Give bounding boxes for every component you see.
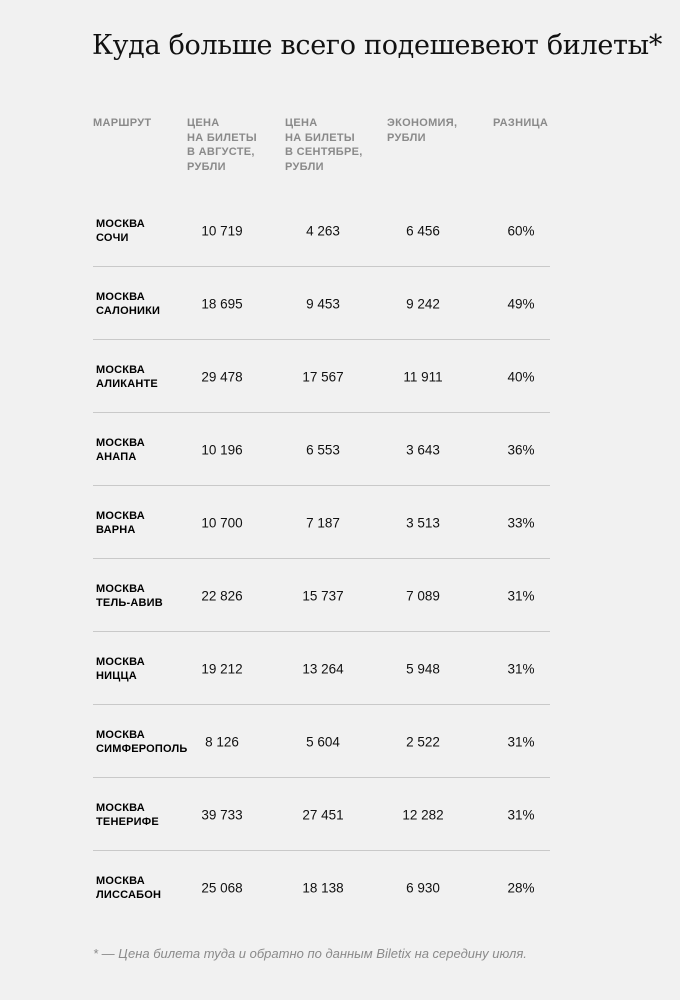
- cell-price-august: 10 196: [201, 442, 243, 457]
- cell-difference: 28%: [507, 880, 535, 895]
- route-cell: [96, 363, 158, 391]
- route-cell: [96, 217, 145, 245]
- cell-saving: 11 911: [403, 369, 443, 384]
- cell-saving: 9 242: [406, 296, 440, 311]
- table-row: [93, 559, 550, 632]
- route-origin: МОСКВА: [96, 728, 145, 741]
- table-row: [93, 194, 550, 267]
- route-origin: МОСКВА: [96, 874, 145, 887]
- table-row: [93, 267, 550, 340]
- cell-price-september: 15 737: [302, 588, 344, 603]
- cell-price-august: 22 826: [201, 588, 243, 603]
- route-destination: САЛОНИКИ: [96, 304, 161, 317]
- table-row: [93, 340, 550, 413]
- route-destination: АЛИКАНТЕ: [96, 377, 158, 390]
- cell-price-september: 6 553: [306, 442, 340, 457]
- route-destination: ЛИССАБОН: [96, 888, 162, 901]
- cell-difference: 60%: [507, 223, 535, 238]
- cell-saving: 6 456: [406, 223, 440, 238]
- route-cell: [96, 509, 145, 537]
- cell-price-august: 29 478: [201, 369, 243, 384]
- cell-saving: 12 282: [402, 807, 444, 822]
- cell-price-august: 10 719: [201, 223, 243, 238]
- route-destination: СОЧИ: [96, 231, 129, 244]
- route-origin: МОСКВА: [96, 509, 145, 522]
- cell-saving: 6 930: [406, 880, 440, 895]
- route-destination: НИЦЦА: [96, 669, 137, 682]
- column-header-saving: ЭКОНОМИЯ, РУБЛИ: [387, 117, 458, 144]
- table-row: [93, 778, 550, 851]
- cell-price-september: 9 453: [306, 296, 340, 311]
- route-cell: [96, 655, 145, 683]
- table-row: [93, 851, 550, 924]
- route-destination: АНАПА: [96, 450, 137, 463]
- cell-price-august: 8 126: [205, 734, 239, 749]
- table-row: [93, 486, 550, 559]
- route-origin: МОСКВА: [96, 655, 145, 668]
- cell-price-august: 18 695: [201, 296, 243, 311]
- route-cell: [96, 582, 163, 610]
- cell-price-september: 4 263: [306, 223, 340, 238]
- route-cell: [96, 801, 159, 829]
- cell-price-september: 7 187: [306, 515, 340, 530]
- cell-price-september: 13 264: [302, 661, 344, 676]
- column-header-price-september: ЦЕНА НА БИЛЕТЫ В СЕНТЯБРЕ, РУБЛИ: [285, 117, 363, 173]
- cell-difference: 31%: [507, 588, 535, 603]
- cell-difference: 31%: [507, 734, 535, 749]
- cell-price-august: 10 700: [201, 515, 243, 530]
- footnote: * — Цена билета туда и обратно по данным Biletix на середину июля.: [93, 946, 527, 961]
- cell-price-august: 19 212: [201, 661, 243, 676]
- route-destination: СИМФЕРОПОЛЬ: [96, 742, 188, 755]
- route-destination: ТЕНЕРИФЕ: [96, 815, 159, 828]
- cell-difference: 40%: [507, 369, 535, 384]
- route-cell: [96, 290, 160, 318]
- cell-saving: 7 089: [406, 588, 440, 603]
- route-origin: МОСКВА: [96, 290, 145, 303]
- cell-difference: 31%: [507, 807, 535, 822]
- cell-saving: 3 643: [406, 442, 440, 457]
- cell-difference: 31%: [507, 661, 535, 676]
- route-destination: ВАРНА: [96, 523, 136, 536]
- cell-saving: 3 513: [406, 515, 440, 530]
- cell-price-september: 18 138: [302, 880, 344, 895]
- cell-price-august: 39 733: [201, 807, 243, 822]
- cell-difference: 33%: [507, 515, 535, 530]
- cell-price-september: 17 567: [302, 369, 344, 384]
- route-destination: ТЕЛЬ-АВИВ: [96, 596, 163, 609]
- route-cell: [96, 728, 188, 756]
- column-header-price-august: ЦЕНА НА БИЛЕТЫ В АВГУСТЕ, РУБЛИ: [187, 117, 257, 173]
- cell-difference: 36%: [507, 442, 535, 457]
- cell-saving: 5 948: [406, 661, 440, 676]
- route-cell: [96, 874, 161, 902]
- cell-price-september: 27 451: [302, 807, 344, 822]
- page-title: Куда больше всего подешевеют билеты*: [92, 30, 663, 61]
- route-origin: МОСКВА: [96, 582, 145, 595]
- cell-price-september: 5 604: [306, 734, 340, 749]
- route-origin: МОСКВА: [96, 363, 145, 376]
- table-row: [93, 705, 550, 778]
- cell-difference: 49%: [507, 296, 535, 311]
- cell-price-august: 25 068: [201, 880, 243, 895]
- column-header-difference: РАЗНИЦА: [493, 117, 549, 129]
- route-cell: [96, 436, 145, 464]
- table-row: [93, 413, 550, 486]
- route-origin: МОСКВА: [96, 436, 145, 449]
- route-origin: МОСКВА: [96, 801, 145, 814]
- column-header-route: МАРШРУТ: [93, 117, 152, 129]
- route-origin: МОСКВА: [96, 217, 145, 230]
- table-row: [93, 632, 550, 705]
- cell-saving: 2 522: [406, 734, 440, 749]
